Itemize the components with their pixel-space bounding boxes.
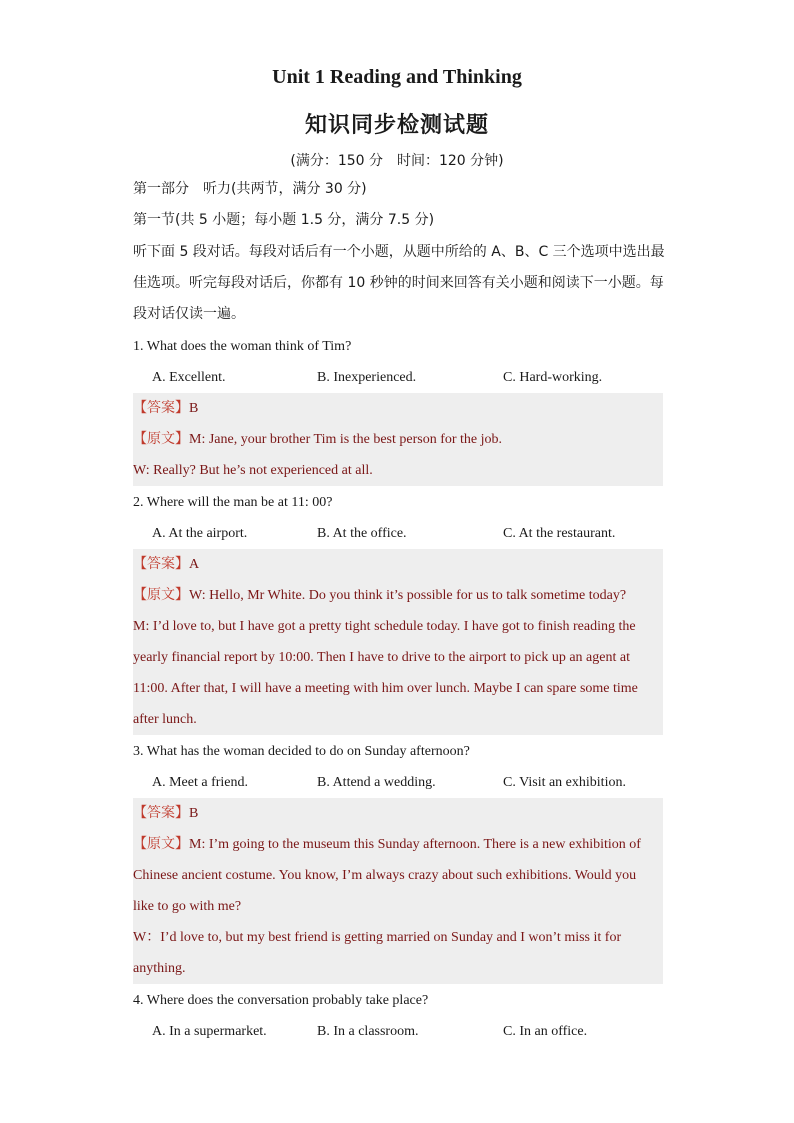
- transcript-line: W：I’d love to, but my best friend is getting married on Sunday and I won’t miss it for: [133, 922, 663, 953]
- transcript-line: anything.: [133, 953, 663, 984]
- option-a: A. Meet a friend.: [152, 775, 249, 790]
- instructions-line: 佳选项。听完每段对话后，你都有 10 秒钟的时间来回答有关小题和阅读下一小题。每: [133, 275, 664, 291]
- transcript-line: 11:00. After that, I will have a meeting with him over lunch. Maybe I can spare some time: [133, 673, 663, 704]
- option-c: C. Visit an exhibition.: [503, 775, 626, 790]
- transcript-tag: 【原文】: [133, 836, 189, 852]
- question-stem: 3. What has the woman decided to do on Sunday afternoon?: [133, 744, 470, 759]
- transcript-line: M: I’d love to, but I have got a pretty tight schedule today. I have got to finish reading the: [133, 611, 663, 642]
- option-a: A. In a supermarket.: [152, 1024, 267, 1039]
- part-heading: 第一部分 听力(共两节，满分 30 分): [133, 181, 367, 197]
- answer-tag: 【答案】: [133, 805, 189, 821]
- transcript-line: W: Really? But he’s not experienced at all.: [133, 455, 663, 486]
- score-time-info: (满分：150 分 时间：120 分钟): [290, 153, 504, 169]
- instructions-line: 段对话仅读一遍。: [133, 306, 245, 322]
- answer-value: B: [189, 806, 199, 821]
- option-b: B. In a classroom.: [317, 1024, 419, 1039]
- option-a: A. At the airport.: [152, 526, 248, 541]
- page-title: Unit 1 Reading and Thinking: [272, 66, 522, 88]
- transcript-tag: 【原文】: [133, 587, 189, 603]
- transcript-line: Chinese ancient costume. You know, I’m always crazy about such exhibitions. Would you: [133, 860, 663, 891]
- transcript-line: [133, 580, 663, 611]
- transcript-tag: 【原文】: [133, 431, 189, 447]
- option-c: C. Hard-working.: [503, 370, 603, 385]
- transcript-line: yearly financial report by 10:00. Then I have to drive to the airport to pick up an agent at: [133, 642, 663, 673]
- question-stem: 1. What does the woman think of Tim?: [133, 339, 352, 354]
- instructions-line: 听下面 5 段对话。每段对话后有一个小题，从题中所给的 A、B、C 三个选项中选出最: [133, 244, 665, 260]
- page-subtitle: 知识同步检测试题: [304, 113, 489, 138]
- answer-value: B: [189, 401, 199, 416]
- option-c: C. At the restaurant.: [503, 526, 616, 541]
- transcript-line: [133, 424, 663, 455]
- transcript-line: like to go with me?: [133, 891, 663, 922]
- transcript-text: M: Jane, your brother Tim is the best person for the job.: [189, 432, 503, 447]
- answer-value: A: [189, 557, 200, 572]
- answer-line: [133, 798, 663, 829]
- answer-tag: 【答案】: [133, 400, 189, 416]
- option-b: B. Attend a wedding.: [317, 775, 436, 790]
- option-b: B. At the office.: [317, 526, 407, 541]
- option-c: C. In an office.: [503, 1024, 588, 1039]
- question-stem: 2. Where will the man be at 11: 00?: [133, 495, 333, 510]
- transcript-line: after lunch.: [133, 704, 663, 735]
- transcript-text: M: I’m going to the museum this Sunday afternoon. There is a new exhibition of: [189, 837, 641, 852]
- answer-line: [133, 393, 663, 424]
- transcript-text: W: Hello, Mr White. Do you think it’s possible for us to talk sometime today?: [189, 588, 627, 603]
- option-a: A. Excellent.: [152, 370, 226, 385]
- answer-line: [133, 549, 663, 580]
- option-b: B. Inexperienced.: [317, 370, 417, 385]
- section-heading: 第一节(共 5 小题；每小题 1.5 分，满分 7.5 分): [133, 212, 435, 228]
- question-stem: 4. Where does the conversation probably take place?: [133, 993, 429, 1008]
- answer-tag: 【答案】: [133, 556, 189, 572]
- transcript-line: [133, 829, 663, 860]
